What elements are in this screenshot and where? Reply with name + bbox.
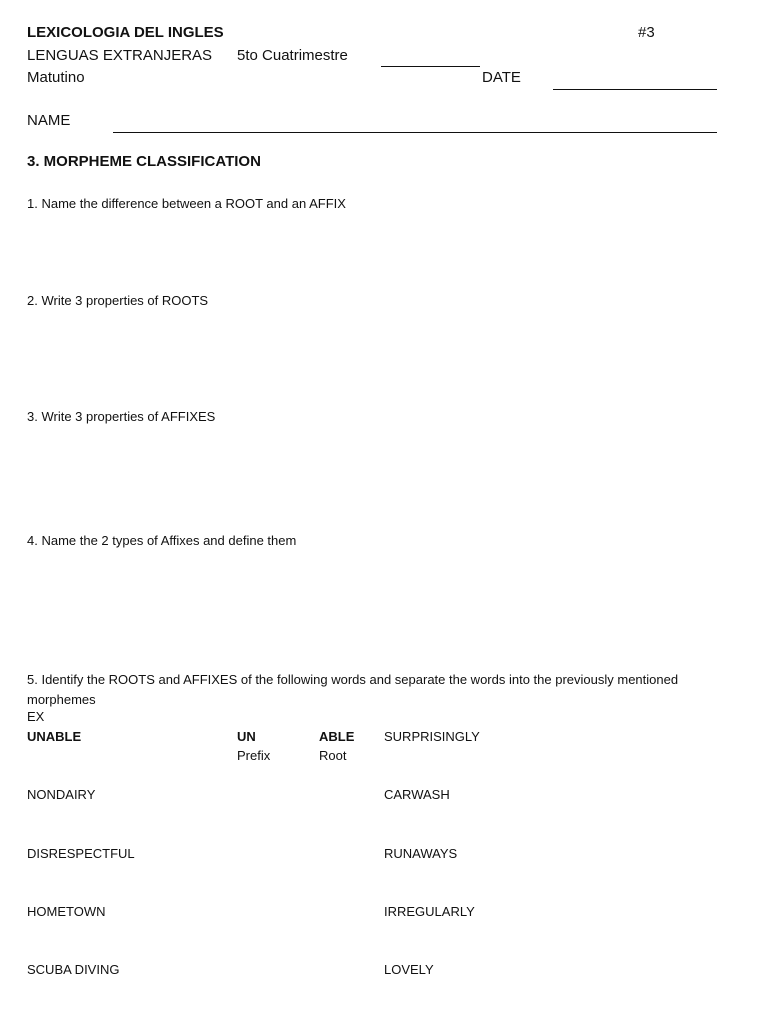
shift-label: Matutino bbox=[27, 69, 85, 86]
program-name: LENGUAS EXTRANJERAS bbox=[27, 47, 213, 64]
name-label: NAME bbox=[27, 112, 71, 129]
word-item: HOMETOWN bbox=[27, 904, 106, 919]
word-item: LOVELY bbox=[384, 962, 434, 977]
word-item: CARWASH bbox=[384, 787, 450, 802]
question-1: 1. Name the difference between a ROOT and an AFFIX bbox=[27, 196, 346, 211]
word-item: DISRESPECTFUL bbox=[27, 846, 135, 861]
word-item: IRREGULARLY bbox=[384, 904, 475, 919]
question-3: 3. Write 3 properties of AFFIXES bbox=[27, 409, 216, 424]
question-2: 2. Write 3 properties of ROOTS bbox=[27, 293, 209, 308]
word-item: RUNAWAYS bbox=[384, 846, 458, 861]
blank-line-term bbox=[381, 66, 480, 67]
example-label: EX bbox=[27, 709, 45, 724]
example-prefix: UN bbox=[237, 729, 256, 744]
question-5: 5. Identify the ROOTS and AFFIXES of the following words and separate the words into the previously mentioned morphemes bbox=[27, 672, 679, 707]
date-line[interactable] bbox=[553, 89, 717, 90]
word-item: SCUBA DIVING bbox=[27, 962, 120, 977]
example-root: ABLE bbox=[319, 729, 355, 744]
word-item: SURPRISINGLY bbox=[384, 729, 480, 744]
course-title: LEXICOLOGIA DEL INGLES bbox=[27, 24, 224, 41]
example-prefix-type: Prefix bbox=[237, 748, 271, 763]
name-line[interactable] bbox=[113, 132, 717, 133]
example-word: UNABLE bbox=[27, 729, 82, 744]
example-root-type: Root bbox=[319, 748, 347, 763]
worksheet-number: #3 bbox=[638, 24, 655, 41]
word-item: NONDAIRY bbox=[27, 787, 96, 802]
question-4: 4. Name the 2 types of Affixes and define them bbox=[27, 533, 297, 548]
section-title: 3. MORPHEME CLASSIFICATION bbox=[27, 153, 261, 170]
date-label: DATE bbox=[482, 69, 521, 86]
term-label: 5to Cuatrimestre bbox=[237, 47, 348, 64]
